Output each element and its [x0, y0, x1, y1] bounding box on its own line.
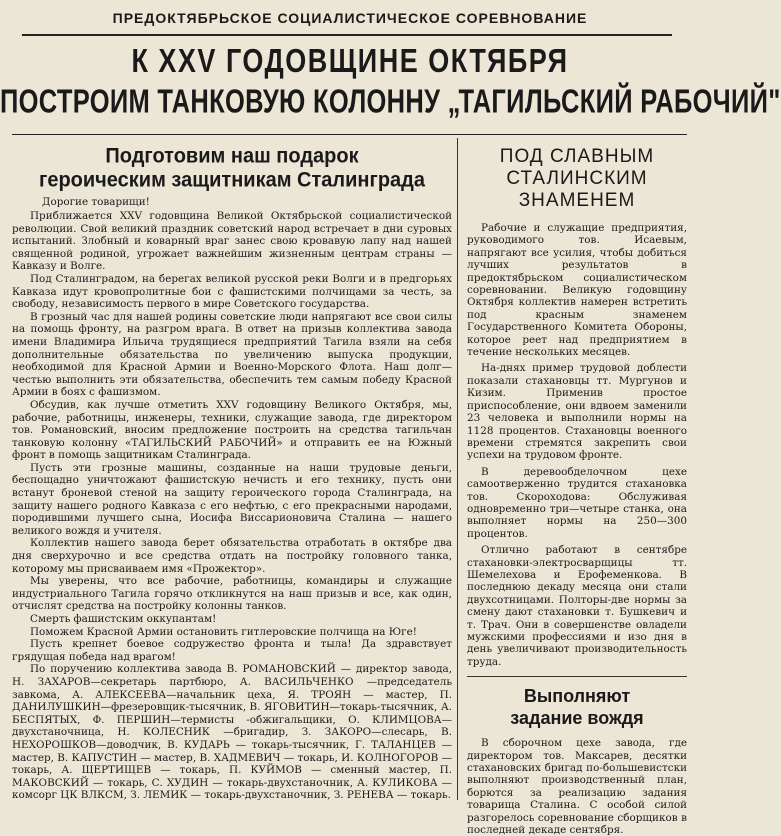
sidebar-articles	[467, 138, 687, 836]
column-divider	[457, 138, 458, 800]
appeal-paragraph: В грозный час для нашей родины советские люди напрягают все свои силы на помощь фронту, на разгром врага. В ответ на призыв коллектива завода имени Владимира Ильича трудящиеся предприятий Тагила взяли на себя дополнительные обязательства по увеличению выпуска продукции, необходимой для Красной Армии и Военно-Морского Флота. Наш долг— честью выполнить эти обязательства, обеспечить тем самым победу Красной Армии в боях с фашизмом.	[12, 310, 452, 399]
banner-body	[467, 222, 687, 668]
appeal-paragraph: Обсудив, как лучше отметить XXV годовщину Великого Октября, мы, рабочие, работницы, инженеры, техники, служащие завода, где директором тов. Романовский, вносим предложение построить на средства тагильчан танковую колонну «ТАГИЛЬСКИЙ РАБОЧИЙ» и отправить ее на Южный фронт в помощь защитникам Сталинграда.	[12, 398, 452, 462]
appeal-title-line2: героическим защитникам Сталинграда	[39, 168, 425, 192]
headline-anniversary: К XXV ГОДОВЩИНЕ ОКТЯБРЯ	[131, 42, 569, 80]
banner-title-line3: ЗНАМЕНЕМ	[518, 190, 636, 211]
appeal-paragraph: Пусть эти грозные машины, созданные на наши трудовые деньги, беспощадно уничтожают фашистскую нечисть и его технику, пусть они встанут броневой стеной на защиту героического города Сталинграда, на защиту нашего родного Кавказа с его нефтью, с его прекрасными народами, породившими лучшего сына, Иосифа Виссарионовича Сталина — нашего великого вождя и учителя.	[12, 461, 452, 537]
top-rule	[22, 34, 672, 36]
banner-paragraph: Отлично работают в сентябре стахановки-электросварщицы тт. Шемелехова и Ерофеменкова. В последнюю декаду месяца они стали двухсотницами. Полторы-две нормы за смену дают стахановки т. Бушкевич и т. Трач. Они в совершенстве овладели мужскими профессиями и изо дня в день увеличивают производительность труда.	[467, 544, 687, 668]
appeal-body	[12, 210, 452, 802]
leader-task-body	[467, 737, 687, 836]
article-divider	[467, 676, 687, 677]
headline-tank-column: ПОСТРОИМ ТАНКОВУЮ КОЛОННУ „ТАГИЛЬСКИЙ РАБОЧИЙ"	[0, 84, 781, 121]
appeal-paragraph: Коллектив нашего завода берет обязательства отработать в октябре два дня сверхурочно и все средства отдать на постройку головного танка, которому мы присваиваем имя «Прожектор».	[12, 537, 452, 575]
appeal-paragraph: Приближается XXV годовщина Великой Октябрьской социалистической революции. Свой великий праздник советский народ встречает в дни суровых испытаний. Злобный и коварный враг занес свою кровавую лапу над нашей священной родиной, угрожает важнейшим жизненным центрам страны — Кавказу и Волге.	[12, 210, 452, 273]
banner-paragraph: Рабочие и служащие предприятия, руководимого тов. Исаевым, напрягают все усилия, чтобы добиться лучших результатов в предоктябрьском социалистическом соревновании. Великую годовщину Октября коллектив намерен встретить под красным знаменем Государственного Комитета Обороны, которое реет над предприятием в течение нескольких месяцев.	[467, 222, 687, 359]
leader-task-paragraph: В сборочном цехе завода, где директором тов. Максарев, десятки стахановских бригад по-большевистски выполняют производственный план, борются за реализацию задания товарища Сталина. С особой силой разгорелось соревнование сборщиков в последней декаде сентября.	[467, 737, 687, 836]
appeal-title-line1: Подготовим наш подарок	[105, 144, 359, 168]
appeal-article	[12, 138, 452, 800]
appeal-greeting: Дорогие товарищи!	[42, 196, 150, 208]
appeal-paragraph: Под Сталинградом, на берегах великой русской реки Волги и в предгорьях Кавказа идут кровопролитные бои с фашистскими полчищами за честь, за свободу, независимость первого в мире Советского государства.	[12, 272, 452, 311]
leader-task-title-line2: задание вождя	[510, 708, 644, 729]
section-kicker: ПРЕДОКТЯБРЬСКОЕ СОЦИАЛИСТИЧЕСКОЕ СОРЕВНОВАНИЕ	[112, 10, 588, 26]
appeal-paragraph: Пусть крепнет боевое содружество фронта и тыла! Да здравствует грядущая победа над врагом!	[12, 638, 452, 663]
appeal-paragraph: Смерть фашистским оккупантам!	[30, 613, 217, 625]
appeal-paragraph: Мы уверены, что все рабочие, работницы, командиры и служащие индустриального Тагила горячо откликнутся на наш призыв и все, как один, отчислят средства на постройку колонны танков.	[12, 575, 452, 613]
leader-task-title-line1: Выполняют	[523, 686, 631, 707]
appeal-signatures: По поручению коллектива завода В. РОМАНОВСКИЙ — директор завода, Н. ЗАХАРОВ—секретарь партбюро, А. ВАСИЛЬЧЕНКО —председатель завкома, А. АЛЕКСЕЕВА—начальник цеха, Я. ТРОЯН — мастер, П. ДАНИЛУШКИН—фрезеровщик-тысячник, В. ЯГОВИТИН—токарь-тысячник, А. БЕСПЯТЫХ, Ф. ПЕРШИН—термисты -обжигальщики, О. КЛИМЦОВА—двухстаночница, Н. КОЛЕСНИК —бригадир, З. ЗАКОРО—слесарь, В. НЕХОРОШКОВ—доводчик, В. КУДАРЬ — токарь-тысячник, Г. ТАЛАНЦЕВ — мастер, В. КАПУСТИН — мастер, В. ХАДМЕВИЧ — токарь, И. КОЛНОГОРОВ — токарь, А. ЩЕРТИЩЕВ — токарь, П. КУЙМОВ — сменный мастер, П. МАКОВСКИЙ — токарь, С. ХУДИН — токарь-двухстаночник, А. КУЛИКОВА — комсорг ЦК ВЛКСМ, З. ЛЕМИК — токарь-двухстаночник, З. РЕНЕВА — токарь.	[12, 663, 452, 802]
headline-bottom-rule	[12, 134, 687, 135]
banner-paragraph: В деревообделочном цехе самоотверженно трудится стахановка тов. Скороходова: Обслуживая одновременно три—четыре станка, она выполняет нормы на 250—300 процентов.	[467, 465, 687, 540]
banner-title-line2: СТАЛИНСКИМ	[506, 168, 648, 189]
banner-paragraph: На-днях пример трудовой доблести показали стахановцы тт. Мургунов и Кизим. Применив простое приспособление, они вдвоем заменили 23 человека и выполнили нормы на 1128 процентов. Стахановцы военного времени стремятся закрепить свои успехи на трудовом фронте.	[467, 362, 687, 462]
appeal-paragraph: Поможем Красной Армии остановить гитлеровские полчища на Юге!	[30, 625, 417, 638]
banner-title-line1: ПОД СЛАВНЫМ	[499, 146, 655, 167]
